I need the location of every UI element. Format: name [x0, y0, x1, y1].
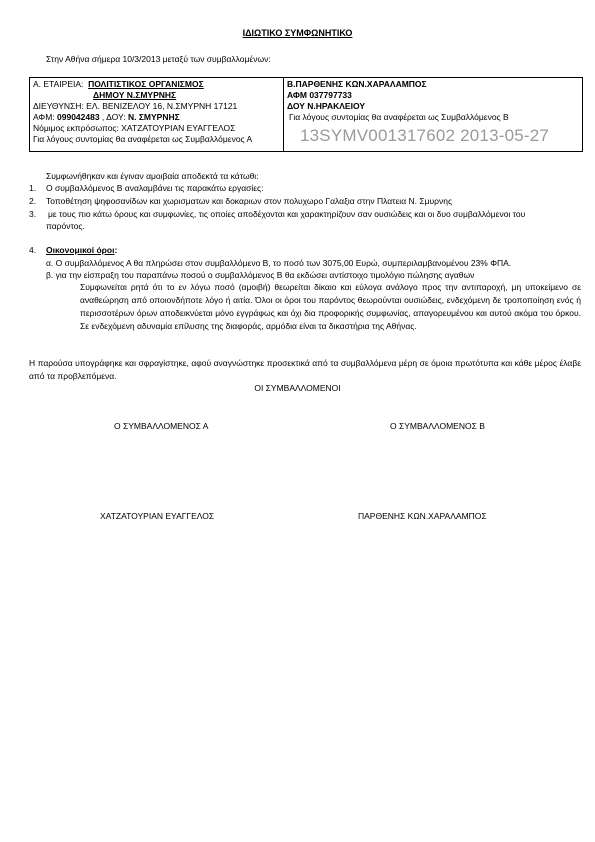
financial-paragraph: Συμφωνείται ρητά ότι το εν λόγω ποσό (αμοιβή) θεωρείται δίκαιο και εύλογα ανάλογο προς την αντιπαροχή, μη υποκείμενο σε αναθεώρηση από οποιονδήποτε λόγο ή αιτία. Όλοι οι όροι του παρόντος θεωρούνται ουσιώδεις, ενδεχόμενη δε τροποποίηση ενός ή περισσοτέρων όρων αποδεικνύεται μόνο εγγράφως και όχι δια προφορικής συμφωνίας, απαγορευμένου και αυτού ακόμα του όρκου. Σε ενδεχόμενη αδυναμία επίλυσης της διαφοράς, αρμόδια είναι τα δικαστήρια της Αθήνας.	[80, 282, 581, 331]
table-divider	[283, 78, 284, 151]
party-a-note: Για λόγους συντομίας θα αναφέρεται ως Συμβαλλόμενος Α	[33, 134, 253, 144]
financial-term-a: α. Ο συμβαλλόμενος Α θα πληρώσει στον συμβαλλόμενο Β, το ποσό των 3075,00 Ευρώ, συμπεριλαμβανομένου 23% ΦΠΑ.	[46, 258, 512, 268]
document-title: ΙΔΙΩΤΙΚΟ ΣΥΜΦΩΝΗΤΙΚΟ	[242, 28, 353, 38]
party-a-doy-label: , ΔΟΥ:	[99, 112, 128, 122]
closing-paragraph: Η παρούσα υπογράφηκε και σφραγίστηκε, αφού αναγνώστηκε προσεκτικά από τα συμβαλλόμενα μέρη σε όμοια πρωτότυπα και κάθε μέρος έλαβε από τα προβλεπόμενα.	[29, 358, 581, 381]
party-a-afm-label: ΑΦΜ:	[33, 112, 58, 122]
party-b-cell	[287, 79, 509, 123]
list-item: 3. με τους πιο κάτω όρους και συμφωνίες, τις οποίες αποδέχονται και χαρακτηρίζουν σαν ουσιώδεις και οι δυο συμβαλλόμενοι του	[29, 209, 526, 219]
parties-heading: ΟΙ ΣΥΜΒΑΛΛΟΜΕΝΟΙ	[254, 383, 341, 393]
signatory-b-label: Ο ΣΥΜΒΑΛΛΟΜΕΝΟΣ Β	[390, 421, 485, 431]
party-a-company: ΠΟΛΙΤΙΣΤΙΚΟΣ ΟΡΓΑΝΙΣΜΟΣ	[88, 79, 204, 89]
signatory-b-name: ΠΑΡΘΕΝΗΣ ΚΩΝ.ΧΑΡΑΛΑΜΠΟΣ	[358, 511, 487, 521]
financial-heading: 4. Οικονομικοί όροι:	[29, 245, 118, 255]
list-item: 2. Τοποθέτηση ψηφοσανίδων και χωρισματων και δοκαριων στον πολυχωρο Γαλαξια στην Πλατεια Ν. Σμυρνης	[29, 196, 453, 206]
party-a-company-line2: ΔΗΜΟΥ Ν.ΣΜΥΡΝΗΣ	[93, 90, 177, 100]
party-b-doy: ΔΟΥ Ν.ΗΡΑΚΛΕΙΟΥ	[287, 101, 365, 111]
party-a-prefix: Α. ΕΤΑΙΡΕΙΑ:	[33, 79, 84, 89]
party-a-cell	[33, 79, 252, 145]
registration-stamp: 13SYMV001317602 2013-05-27	[300, 126, 550, 145]
intro-line: Στην Αθήνα σήμερα 10/3/2013 μεταξύ των συμβαλλομένων:	[46, 54, 271, 64]
list-item-continuation: παρόντος.	[46, 221, 85, 231]
party-a-doy: Ν. ΣΜΥΡΝΗΣ	[127, 112, 180, 122]
party-a-representative: Νόμιμος εκπρόσωπος: ΧΑΤΖΑΤΟΥΡΙΑΝ ΕΥΑΓΓΕΛΟΣ	[33, 123, 236, 133]
party-a-afm: 099042483	[57, 112, 100, 122]
agreed-intro: Συμφωνήθηκαν και έγιναν αμοιβαία αποδεκτά τα κάτωθι:	[46, 171, 259, 181]
list-item: 1. Ο συμβαλλόμενος Β αναλαμβάνει τις παρακάτω εργασίες:	[29, 183, 264, 193]
party-b-afm: ΑΦΜ 037797733	[287, 90, 352, 100]
party-a-address: ΔΙΕΥΘΥΝΣΗ: ΕΛ. ΒΕΝΙΖΕΛΟΥ 16, Ν.ΣΜΥΡΝΗ 17121	[33, 101, 238, 111]
financial-term-b: β. για την είσπραξη του παραπάνω ποσού ο συμβαλλόμενος Β θα εκδώσει αντίστοιχο τιμολόγιο πώλησης αγαθων	[46, 270, 475, 280]
signatory-a-label: Ο ΣΥΜΒΑΛΛΟΜΕΝΟΣ Α	[114, 421, 209, 431]
party-b-note: Για λόγους συντομίας θα αναφέρεται ως Συμβαλλόμενος Β	[289, 112, 509, 122]
signatory-a-name: ΧΑΤΖΑΤΟΥΡΙΑΝ ΕΥΑΓΓΕΛΟΣ	[100, 511, 215, 521]
party-b-name: Β.ΠΑΡΘΕΝΗΣ ΚΩΝ.ΧΑΡΑΛΑΜΠΟΣ	[287, 79, 427, 89]
